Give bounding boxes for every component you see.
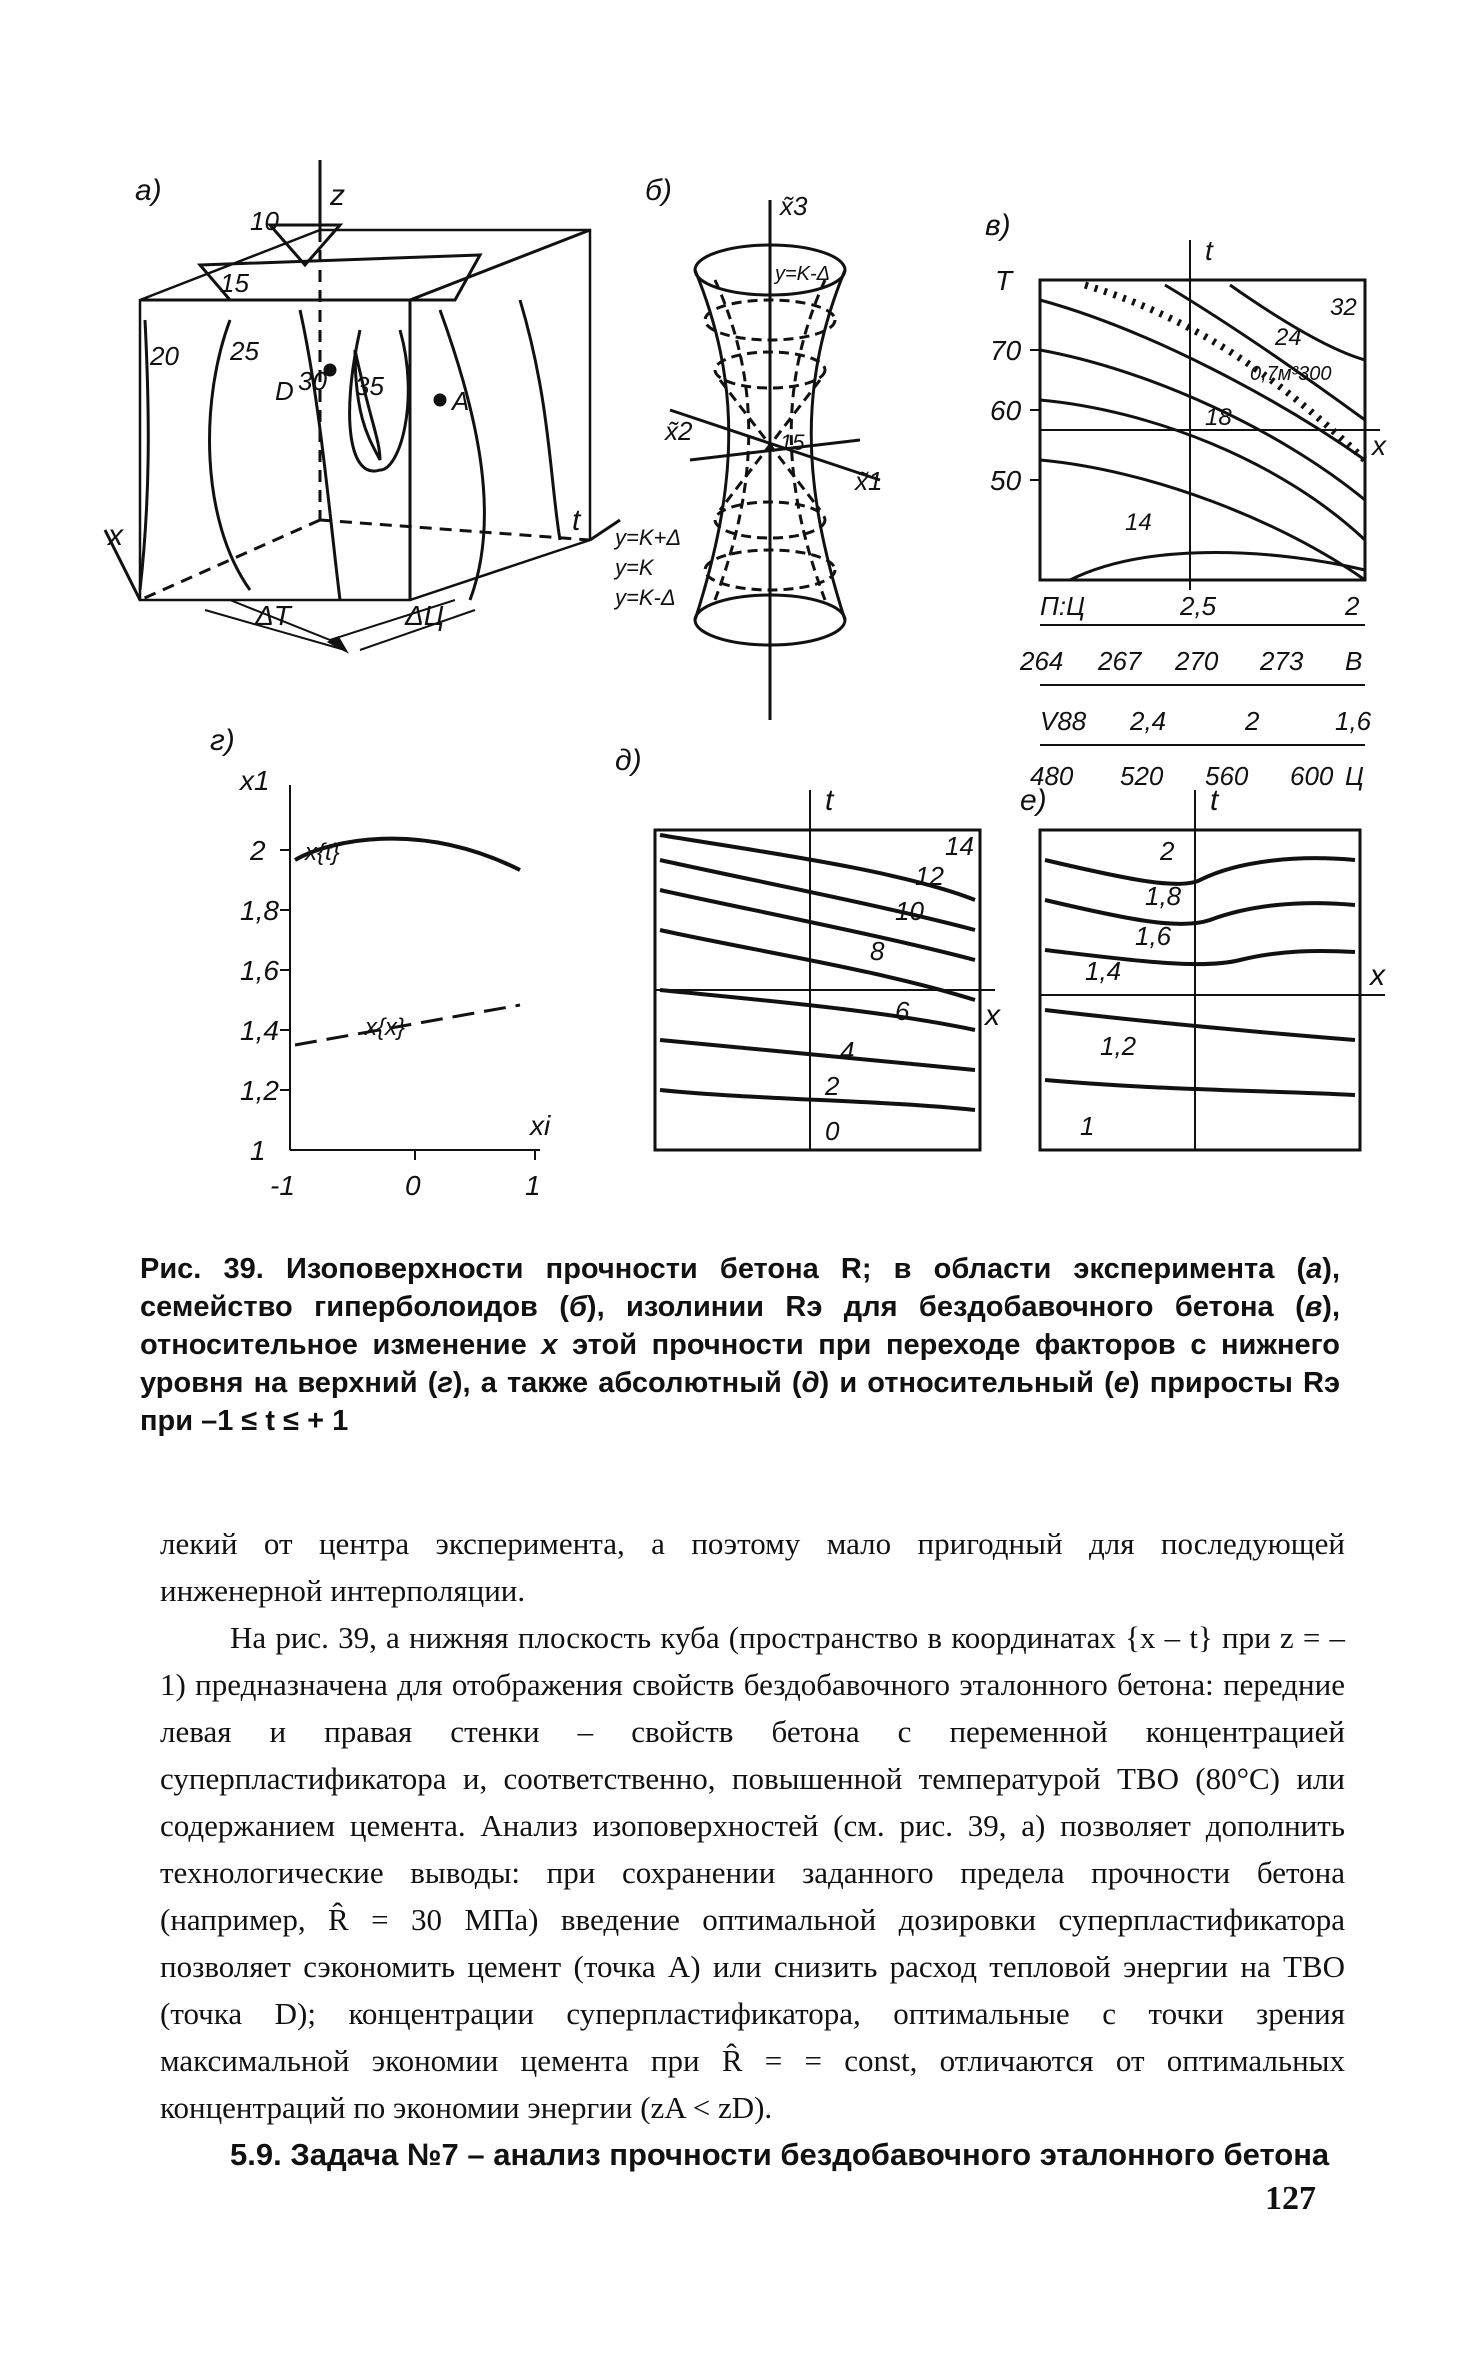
scale-label: П:Ц [1040,591,1085,621]
axis-t-label: t [1210,784,1219,817]
point-d-label: D [275,376,294,406]
axis-x2-label: x̃2 [665,416,693,446]
panel-g-label: г) [210,724,235,757]
panel-a-label: а) [135,174,162,207]
scale-label: 520 [1120,761,1164,791]
panel-a-cube [105,160,620,650]
surface-label: y=K-Δ [615,585,676,610]
curve-label: 0 [825,1116,840,1146]
curve-label: 32 [1330,294,1357,321]
axis-x1-label: x̃1 [855,466,883,496]
curve-label: 1,6 [1135,921,1172,951]
panel-d-label: д) [615,744,642,777]
scale-label: 2 [1245,706,1260,736]
section-heading: 5.9. Задача №7 – анализ прочности бездобавочного эталонного бетона [230,2137,1330,2172]
curve-label: 14 [945,831,974,861]
axis-x-label: x [985,999,1000,1032]
panel-v-label: в) [985,209,1011,242]
axis-z-label: z [330,179,345,212]
page-number: 127 [1265,2180,1316,2217]
surface-label: y=K [615,555,654,580]
curve-label: 8 [870,936,885,966]
curve-label: 14 [1125,509,1152,536]
panel-e-label: е) [1020,784,1047,817]
curve-label: 1,8 [1145,881,1182,911]
series-label: x{t} [305,839,340,866]
y-tick: 2 [250,835,266,866]
y-tick: 1,4 [240,1015,279,1046]
scale-label: 560 [1205,761,1249,791]
x-tick: 1 [525,1170,541,1201]
scale-label: 1,6 [1335,706,1372,736]
series-label: x{x} [365,1014,406,1041]
body-text [160,1520,1345,2178]
axis-t-label: t [1205,235,1213,266]
curve-label: 1,4 [1085,956,1122,986]
annotation: 0,7м³300 [1250,363,1332,385]
curve-label: 4 [840,1036,855,1066]
curve-label: 2 [1160,836,1175,866]
curve-label: 12 [915,861,944,891]
x-tick: -1 [270,1170,295,1201]
scale-label: 600 [1290,761,1334,791]
scale-label: 2,4 [1130,706,1167,736]
scale-label: 270 [1175,646,1219,676]
y-tick: 1,8 [240,895,279,926]
y-title: T [995,265,1013,296]
axis-x3-label: x̃3 [780,191,808,221]
surface-label: y=K-Δ [775,263,831,285]
dim-label: ΔТ [255,600,291,631]
contour-label: 25 [230,336,259,366]
curve-label: 2 [825,1071,840,1101]
axis-x-label: x [1370,959,1385,992]
y-tick: 50 [990,465,1022,496]
y-tick: 60 [990,395,1022,426]
scale-label: 264 [1020,646,1064,676]
contour-label: 35 [355,371,384,401]
contour-label: 30 [298,366,327,396]
curve-label: 6 [895,996,910,1026]
scale-label: V88 [1040,706,1087,736]
surface-label: y=K+Δ [615,525,682,550]
axis-t-label: t [825,784,834,817]
point-a-label: A [452,386,470,416]
scale-label: Ц [1345,761,1364,791]
x-title: xi [530,1110,551,1141]
y-title: x1 [240,765,270,796]
curve-label: 18 [1205,404,1232,431]
scale-label: 267 [1098,646,1142,676]
curve-label: 10 [895,896,924,926]
curve-label: 1 [1080,1111,1095,1141]
dim-label: ΔЦ [405,600,445,631]
panel-b-label: б) [645,174,672,207]
curve-label: 24 [1275,324,1302,351]
scale-label: 2 [1345,591,1360,621]
contour-label: 15 [220,268,249,298]
curve-label: 1,2 [1100,1031,1137,1061]
scale-label: В [1345,646,1363,676]
y-tick: 1 [250,1135,266,1166]
y-tick: 1,2 [240,1075,279,1106]
paragraph: На рис. 39, а нижняя плоскость куба (пространство в координатах {x – t} при z = – 1) предназначена для отображения свойств бездобавочного эталонного бетона: передние левая и правая стенки – свойств бетона с переменной концентрацией суперпластификатора и, соответственно, повышенной температурой ТВО (80°С) или содержанием цемента. Анализ изоповерхностей (см. рис. 39, а) позволяет дополнить технологические выводы: при сохранении заданного предела прочности бетона (например, R̂ = 30 МПа) введение оптимальной дозировки суперпластификатора позволяет сэкономить цемент (точка А) или снизить расход тепловой энергии на ТВО (точка D); концентрации суперпластификатора, оптимальные с точки зрения максимальной экономии цемента при R̂ = = const, отличаются от оптимальных концентраций по экономии энергии (zA < zD). [160,1620,1345,2125]
figure-caption: Рис. 39. Изоповерхности прочности бетона R; в области эксперимента (а), семейство гиперболоидов (б), изолинии Rэ для бездобавочного бетона (в), относительное изменение x этой прочности при переходе факторов с нижнего уровня на верхний (г), а также абсолютный (д) и относительный (е) приросты Rэ при –1 ≤ t ≤ + 1 [140,1253,1341,1437]
scale-label: 2,5 [1180,591,1217,621]
x-tick: 0 [405,1170,421,1201]
axis-x-label: x [1372,430,1386,461]
axis-t-label: t [572,504,581,537]
scale-label: 273 [1260,646,1304,676]
paragraph: лекий от центра эксперимента, а поэтому мало пригодный для последующей инженерной интерполяции. [160,1526,1345,1608]
axis-x-label: x [108,519,123,552]
center-label: 15 [780,430,805,455]
contour-label: 10 [250,206,279,236]
contour-label: 20 [150,341,179,371]
y-tick: 1,6 [240,955,279,986]
scale-label: 480 [1030,761,1074,791]
y-tick: 70 [990,335,1022,366]
